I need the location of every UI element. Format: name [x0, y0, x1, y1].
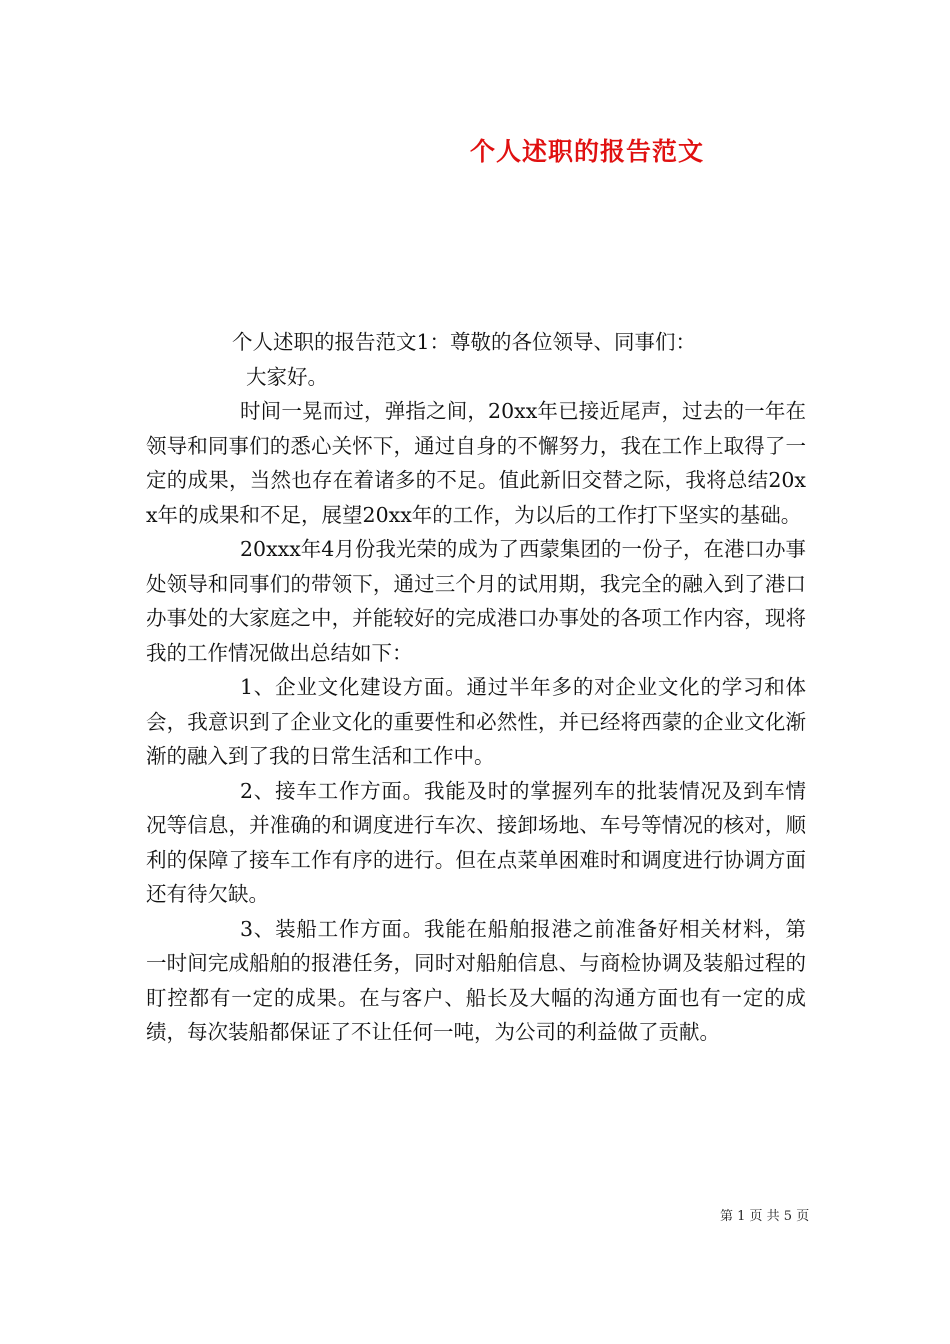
paragraph-culture: 1、企业文化建设方面。通过半年多的对企业文化的学习和体会，我意识到了企业文化的重要性和必然性，并已经将西蒙的企业文化渐渐的融入到了我的日常生活和工作中。 — [146, 675, 806, 768]
document-title: 个人述职的报告范文 — [470, 137, 705, 166]
greeting-line: 大家好。 — [246, 364, 328, 389]
paragraph-ship-loading: 3、装船工作方面。我能在船舶报港之前准备好相关材料，第一时间完成船舶的报港任务，同时对船舶信息、与商检协调及装船过程的盯控都有一定的成果。在与客户、船长及大幅的沟通方面也有一定的成绩，每次装船都保证了不让任何一吨，为公司的利益做了贡献。 — [146, 916, 806, 1044]
paragraph-joining: 20xxx年4月份我光荣的成为了西蒙集团的一份子，在港口办事处领导和同事们的带领下，通过三个月的试用期，我完全的融入到了港口办事处的大家庭之中，并能较好的完成港口办事处的各项工作内容，现将我的工作情况做出总结如下： — [146, 537, 806, 665]
salutation-line: 个人述职的报告范文1：尊敬的各位领导、同事们： — [232, 330, 697, 354]
paragraph-train-receiving: 2、接车工作方面。我能及时的掌握列车的批装情况及到车情况等信息，并准确的和调度进行车次、接卸场地、车号等情况的核对，顺利的保障了接车工作有序的进行。但在点菜单困难时和调度进行协调方面还有待欠缺。 — [146, 778, 806, 906]
document-body — [146, 325, 806, 1050]
page-number-footer: 第 1 页 共 5 页 — [720, 1209, 810, 1224]
paragraph-intro: 时间一晃而过，弹指之间，20xx年已接近尾声，过去的一年在领导和同事们的悉心关怀下，通过自身的不懈努力，我在工作上取得了一定的成果，当然也存在着诸多的不足。值此新旧交替之际，我将总结20xx年的成果和不足，展望20xx年的工作，为以后的工作打下坚实的基础。 — [146, 399, 806, 527]
